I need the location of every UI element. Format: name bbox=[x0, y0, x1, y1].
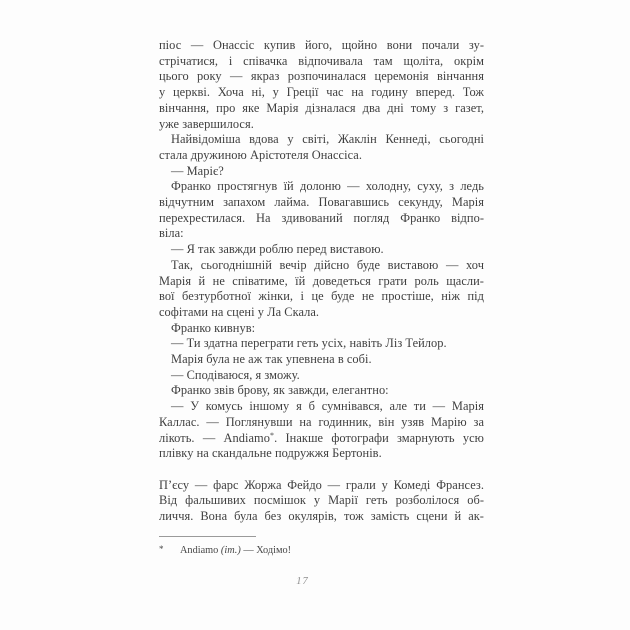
text-line: перехрестилася. На здивований погляд Франко відпо- bbox=[159, 210, 484, 225]
text-line: стрічатися, і співачка відпочивала там щоліта, окрім bbox=[159, 53, 484, 68]
text-line: віла: bbox=[159, 226, 184, 241]
text-line: — У комусь іншому я б сумнівався, але ти — Марія bbox=[171, 399, 484, 414]
text-line: Франко простягнув їй долоню — холодну, суху, з ледь bbox=[171, 179, 484, 194]
footnote bbox=[159, 544, 484, 557]
text-line: — Маріє? bbox=[171, 163, 224, 178]
footnote-translation: — Ходімо! bbox=[243, 545, 292, 556]
footnote-language-note: (іт.) bbox=[220, 545, 241, 556]
text-line: Франко кивнув: bbox=[171, 320, 256, 335]
footnote-term: Andiamo bbox=[180, 545, 219, 556]
paragraph bbox=[159, 179, 484, 242]
text-line: П’єсу — фарс Жоржа Фейдо — грали у Комеді Франсез. bbox=[159, 477, 484, 492]
paragraph bbox=[159, 321, 484, 337]
paragraph bbox=[159, 478, 484, 525]
paragraph bbox=[159, 399, 484, 462]
footnote-separator bbox=[159, 536, 256, 537]
text-line: лікоть. — Andiamo*. Інакше фотографи змарнують усю bbox=[159, 430, 484, 445]
paragraph bbox=[159, 38, 484, 132]
text-line: Так, сьогоднішній вечір дійсно буде виставою — хоч bbox=[171, 257, 484, 272]
paragraph bbox=[159, 242, 484, 258]
text-line: Марія й не співатиме, їй доведеться грати роль щасли- bbox=[159, 273, 484, 288]
text-line: Від фальшивих посмішок у Марії геть розболілося об- bbox=[159, 493, 484, 508]
paragraph bbox=[159, 132, 484, 163]
text-line: уже завершилося. bbox=[159, 116, 254, 131]
paragraph bbox=[159, 258, 484, 321]
text-line: піос — Онассіс купив його, щойно вони почали зу- bbox=[159, 38, 484, 52]
text-line: — Сподіваюся, я зможу. bbox=[171, 367, 300, 382]
page-number: 17 bbox=[296, 576, 309, 587]
text-line: Каллас. — Поглянувши на годинник, він узяв Марію за bbox=[159, 414, 484, 429]
text-line: Марія була не аж так упевнена в собі. bbox=[171, 352, 372, 367]
text-line: у церкві. Хоча ні, у Греції час на годину вперед. Тож bbox=[159, 85, 484, 100]
paragraph bbox=[159, 164, 484, 180]
text-line: Франко звів брову, як завжди, елегантно: bbox=[171, 383, 389, 398]
paragraph bbox=[159, 383, 484, 399]
paragraph bbox=[159, 352, 484, 368]
text-line: цього року — якраз розпочиналася церемонія вінчання bbox=[159, 69, 484, 84]
text-line: стала дружиною Арістотеля Онассіса. bbox=[159, 147, 362, 162]
text-line: — Ти здатна переграти геть усіх, навіть Ліз Тейлор. bbox=[171, 336, 447, 351]
text-line: плівку на скандальне подружжя Бертонів. bbox=[159, 446, 382, 461]
text-line: софітами на сцені у Ла Скала. bbox=[159, 304, 320, 319]
page-text bbox=[159, 38, 484, 525]
footnote-text bbox=[180, 544, 484, 557]
text-line: відчутним запахом лайма. Повагавшись секунду, Марія bbox=[159, 195, 484, 210]
footnote-reference-marker: * bbox=[270, 430, 275, 440]
paragraph bbox=[159, 368, 484, 384]
text-line: вої безтурботної жінки, і це буде не простіше, ніж під bbox=[159, 289, 484, 304]
text-line: личчя. Вона була без окулярів, тож замість сцени й ак- bbox=[159, 509, 484, 524]
paragraph bbox=[159, 336, 484, 352]
text-line: — Я так завжди роблю перед виставою. bbox=[171, 242, 384, 257]
footnote-asterisk: * bbox=[159, 544, 164, 554]
text-line: вінчання, про яке Марія дізналася два дні тому з газет, bbox=[159, 100, 484, 115]
text-line: Найвідоміша вдова у світі, Жаклін Кеннеді, сьогодні bbox=[171, 132, 484, 147]
